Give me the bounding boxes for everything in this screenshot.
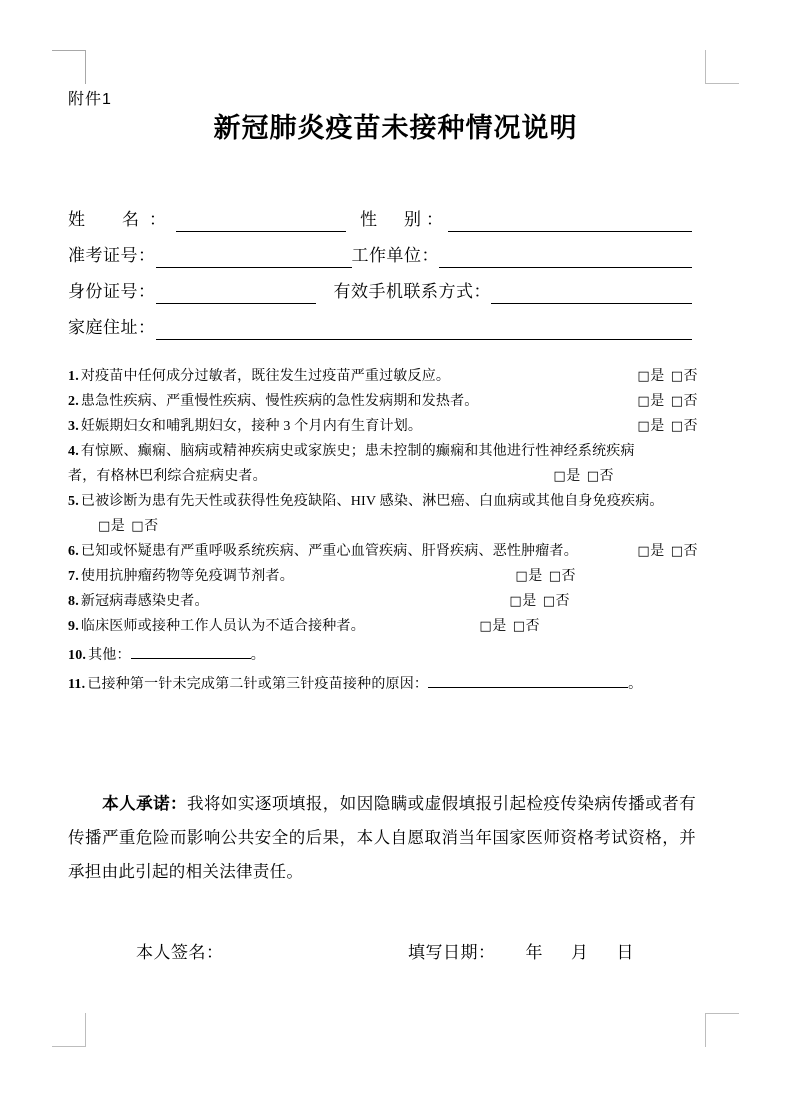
month-unit-label: 月 bbox=[571, 943, 589, 962]
question-item-8 bbox=[68, 589, 698, 614]
question-choices-8 bbox=[509, 589, 570, 614]
choice-yes-label-7: 是 bbox=[528, 569, 543, 584]
question-text-6: 已知或怀疑患有严重呼吸系统疾病、严重心血管疾病、肝肾疾病、恶性肿瘤者。 bbox=[80, 544, 578, 559]
question-text-3: 妊娠期妇女和哺乳期妇女，接种 3 个月内有生育计划。 bbox=[80, 419, 423, 434]
question-choices-3 bbox=[637, 414, 698, 439]
checkbox-yes-5[interactable]: □ bbox=[98, 519, 111, 534]
year-unit-label: 年 bbox=[525, 943, 543, 962]
question-number-2: 2. bbox=[68, 394, 79, 409]
crop-mark-bottom-right-icon bbox=[705, 1013, 739, 1047]
choice-no-label-8: 否 bbox=[555, 594, 570, 609]
checkbox-yes-2[interactable]: □ bbox=[637, 394, 651, 409]
pledge-body-text: 我将如实逐项填报，如因隐瞒或虚假填报引起检疫传染病传播或者有传播严重危险而影响公共安全的后果，本人自愿取消当年国家医师资格考试资格，并承担由此引起的相关法律责任。 bbox=[68, 794, 697, 881]
attachment-label: 附件1 bbox=[68, 91, 112, 108]
question-text-8: 新冠病毒感染史者。 bbox=[80, 594, 209, 609]
checkbox-yes-6[interactable]: □ bbox=[637, 544, 651, 559]
choice-yes-label-9: 是 bbox=[492, 619, 507, 634]
choice-yes-label-2: 是 bbox=[650, 394, 665, 409]
question-number-9: 9. bbox=[68, 619, 79, 634]
checkbox-yes-3[interactable]: □ bbox=[637, 419, 651, 434]
question-item-4 bbox=[68, 439, 698, 489]
day-unit-label: 日 bbox=[616, 943, 634, 962]
checkbox-no-2[interactable]: □ bbox=[670, 394, 684, 409]
question-number-1: 1. bbox=[68, 369, 79, 384]
checkbox-yes-8[interactable]: □ bbox=[509, 594, 523, 609]
question-choices-9 bbox=[479, 614, 540, 639]
work-unit-input[interactable] bbox=[439, 247, 692, 268]
question-item-11 bbox=[68, 672, 698, 697]
question-suffix-11: 。 bbox=[628, 677, 643, 692]
question-choices-2 bbox=[637, 389, 698, 414]
applicant-info-form bbox=[68, 196, 692, 340]
checkbox-no-7[interactable]: □ bbox=[548, 569, 562, 584]
name-label: 姓 名： bbox=[68, 210, 176, 229]
checkbox-yes-1[interactable]: □ bbox=[637, 369, 651, 384]
question-label-11: 已接种第一针未完成第二针或第三针疫苗接种的原因： bbox=[87, 677, 429, 692]
id-number-input[interactable] bbox=[156, 283, 316, 304]
choice-yes-label-1: 是 bbox=[650, 369, 665, 384]
contraindication-question-list bbox=[68, 364, 698, 697]
crop-mark-top-right-icon bbox=[705, 50, 739, 84]
checkbox-no-1[interactable]: □ bbox=[670, 369, 684, 384]
choice-yes-label-3: 是 bbox=[650, 419, 665, 434]
crop-mark-bottom-left-icon bbox=[52, 1013, 86, 1047]
phone-input[interactable] bbox=[491, 283, 692, 304]
form-row-name-gender bbox=[68, 196, 692, 232]
checkbox-no-9[interactable]: □ bbox=[512, 619, 526, 634]
question-choices-7 bbox=[515, 564, 576, 589]
pledge-lead-label: 本人承诺： bbox=[102, 795, 188, 813]
question-number-8: 8. bbox=[68, 594, 79, 609]
checkbox-no-3[interactable]: □ bbox=[670, 419, 684, 434]
choice-no-label-3: 否 bbox=[683, 419, 698, 434]
question-number-7: 7. bbox=[68, 569, 79, 584]
choice-no-label-6: 否 bbox=[683, 544, 698, 559]
exam-number-input[interactable] bbox=[156, 247, 352, 268]
page-title: 新冠肺炎疫苗未接种情况说明 bbox=[213, 113, 578, 143]
question-choices-4 bbox=[553, 464, 614, 489]
form-row-idnumber-phone bbox=[68, 268, 692, 304]
address-input[interactable] bbox=[156, 319, 693, 340]
exam-number-label: 准考证号： bbox=[68, 246, 156, 265]
question-item-2 bbox=[68, 389, 698, 414]
choice-yes-label-5: 是 bbox=[110, 519, 126, 534]
question-choices-5 bbox=[98, 514, 159, 539]
question-item-1 bbox=[68, 364, 698, 389]
question-number-3: 3. bbox=[68, 419, 79, 434]
form-row-examnumber-workunit bbox=[68, 232, 692, 268]
choice-no-label-2: 否 bbox=[683, 394, 698, 409]
choice-no-label-1: 否 bbox=[683, 369, 698, 384]
question-number-11: 11. bbox=[68, 677, 86, 692]
gender-input[interactable] bbox=[448, 211, 692, 232]
question-text-1: 对疫苗中任何成分过敏者，既往发生过疫苗严重过敏反应。 bbox=[80, 369, 451, 384]
choice-yes-label-8: 是 bbox=[522, 594, 537, 609]
question-item-7 bbox=[68, 564, 698, 589]
question-text-5: 已被诊断为患有先天性或获得性免疫缺陷、HIV 感染、淋巴癌、白血病或其他自身免疫疾病。 bbox=[80, 494, 664, 509]
question-choices-6 bbox=[637, 539, 698, 564]
other-reason-input[interactable] bbox=[131, 643, 251, 659]
question-number-10: 10. bbox=[68, 648, 87, 663]
choice-no-label-7: 否 bbox=[561, 569, 576, 584]
choice-yes-label-4: 是 bbox=[566, 469, 581, 484]
question-text-7: 使用抗肿瘤药物等免疫调节剂者。 bbox=[80, 569, 294, 584]
form-row-address bbox=[68, 304, 692, 340]
checkbox-no-6[interactable]: □ bbox=[670, 544, 684, 559]
question-item-6 bbox=[68, 539, 698, 564]
choice-no-label-9: 否 bbox=[525, 619, 540, 634]
question-text-4: 有惊厥、癫痫、脑病或精神疾病史或家族史；患未控制的癫痫和其他进行性神经系统疾病 bbox=[80, 444, 635, 459]
checkbox-yes-7[interactable]: □ bbox=[515, 569, 529, 584]
id-number-label: 身份证号： bbox=[68, 282, 156, 301]
checkbox-no-5[interactable]: □ bbox=[131, 519, 145, 534]
question-label-10: 其他： bbox=[88, 648, 131, 663]
signature-name-label: 本人签名： bbox=[136, 943, 224, 962]
phone-label: 有效手机联系方式： bbox=[333, 282, 491, 301]
incomplete-dose-reason-input[interactable] bbox=[428, 672, 628, 688]
question-number-4: 4. bbox=[68, 444, 79, 459]
checkbox-yes-9[interactable]: □ bbox=[479, 619, 493, 634]
question-suffix-10: 。 bbox=[250, 648, 265, 663]
work-unit-label: 工作单位： bbox=[351, 246, 439, 265]
question-text-4-line2: 者，有格林巴利综合症病史者。 bbox=[68, 469, 267, 484]
question-choices-1 bbox=[637, 364, 698, 389]
address-label: 家庭住址： bbox=[68, 318, 156, 337]
question-item-10 bbox=[68, 643, 698, 668]
question-text-9: 临床医师或接种工作人员认为不适合接种者。 bbox=[80, 619, 365, 634]
checkbox-yes-4[interactable]: □ bbox=[553, 469, 567, 484]
question-item-3 bbox=[68, 414, 698, 439]
choice-no-label-5: 否 bbox=[144, 519, 159, 534]
crop-mark-top-left-icon bbox=[52, 50, 86, 84]
question-item-5 bbox=[68, 489, 698, 539]
choice-yes-label-6: 是 bbox=[650, 544, 665, 559]
name-input[interactable] bbox=[176, 211, 346, 232]
question-number-5: 5. bbox=[68, 494, 79, 509]
signature-date-group bbox=[408, 938, 634, 963]
checkbox-no-4[interactable]: □ bbox=[586, 469, 600, 484]
pledge-paragraph bbox=[68, 787, 696, 889]
choice-no-label-4: 否 bbox=[599, 469, 614, 484]
gender-label: 性 别： bbox=[360, 210, 448, 229]
fill-date-label: 填写日期： bbox=[408, 943, 496, 962]
question-number-6: 6. bbox=[68, 544, 79, 559]
question-text-2: 患急性疾病、严重慢性疾病、慢性疾病的急性发病期和发热者。 bbox=[80, 394, 479, 409]
checkbox-no-8[interactable]: □ bbox=[542, 594, 556, 609]
question-item-9 bbox=[68, 614, 698, 639]
